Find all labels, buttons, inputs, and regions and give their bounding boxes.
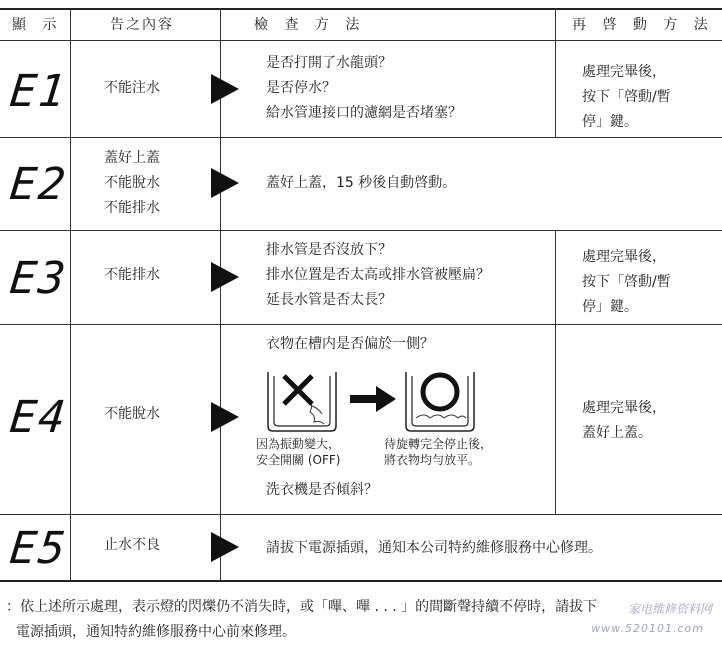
- row-divider-1: [0, 137, 722, 138]
- e1-check-line: 是否停水？: [266, 80, 336, 96]
- balanced-tub-illustration: [400, 368, 480, 434]
- row-divider-3: [0, 324, 722, 325]
- e2-arrow-icon: [211, 168, 239, 198]
- col-divider-1: [70, 8, 71, 580]
- error-code-e3: E3: [7, 253, 70, 304]
- e2-content-line: 不能排水: [104, 200, 160, 216]
- error-code-e4: E4: [7, 392, 70, 443]
- circle-mark-icon: [423, 375, 457, 409]
- error-code-e2: E2: [7, 159, 70, 210]
- caption-line: 安全開關 (OFF): [256, 453, 341, 467]
- e5-content: [104, 533, 160, 558]
- e1-check-line: 給水管連接口的濾網是否堵塞？: [266, 105, 462, 121]
- e2-check-line: 蓋好上蓋，15 秒後自動啓動。: [266, 175, 457, 191]
- caption-line: 待旋轉完全停止後，: [384, 437, 493, 451]
- e4-caption-bad: [256, 436, 340, 468]
- e1-check: [266, 51, 462, 126]
- e1-restart: [582, 60, 671, 135]
- e3-restart: [582, 245, 671, 320]
- e3-restart-line: 處理完畢後，: [582, 249, 666, 265]
- table-bottom-border: [0, 580, 722, 582]
- e3-content: [104, 263, 160, 288]
- e4-arrow-icon: [211, 402, 239, 432]
- e5-check: [266, 536, 602, 561]
- col-divider-3a: [555, 8, 556, 137]
- e5-check-line: 請拔下電源插頭，通知本公司特約維修服務中心修理。: [266, 540, 602, 556]
- e4-content-line: 不能脫水: [104, 406, 160, 422]
- table-top-border: [0, 8, 722, 10]
- e1-restart-line: 停」鍵。: [582, 114, 638, 130]
- caption-line: 將衣物均勻放平。: [384, 453, 481, 467]
- header-divider: [0, 40, 722, 41]
- e4-restart-line: 蓋好上蓋。: [582, 425, 652, 441]
- unbalanced-tub-illustration: [262, 368, 342, 434]
- e3-check-line: 延長水管是否太長？: [266, 292, 392, 308]
- error-code-e1: E1: [7, 66, 70, 117]
- e4-check-bottom: 洗衣機是否傾斜？: [266, 482, 378, 498]
- error-code-e5: E5: [7, 523, 70, 574]
- footnote-line: ：依上述所示處理，表示燈的閃爍仍不消失時，或「嗶、嗶 . . . 」的間斷聲持續不停時，請拔下: [6, 599, 598, 615]
- e1-restart-line: 處理完畢後，: [582, 64, 666, 80]
- e3-check-line: 排水位置是否太高或排水管被壓扁？: [266, 267, 490, 283]
- col-divider-3b: [555, 230, 556, 514]
- e3-check-line: 排水管是否沒放下？: [266, 242, 392, 258]
- e4-restart: [582, 396, 666, 446]
- e2-content-line: 不能脫水: [104, 175, 160, 191]
- e4-check-top: 衣物在槽内是否偏於一側？: [266, 336, 434, 352]
- header-display: 顯 示: [12, 17, 63, 33]
- row-divider-2: [0, 230, 722, 231]
- e3-restart-line: 按下「啓動/暫: [582, 274, 671, 290]
- right-arrow-icon: [350, 386, 396, 412]
- e3-check: [266, 238, 490, 313]
- e1-content-line: 不能注水: [104, 80, 160, 96]
- watermark-title: 家电维修资料网: [627, 602, 712, 616]
- e1-check-line: 是否打開了水龍頭？: [266, 55, 392, 71]
- caption-line: 因為振動變大，: [256, 437, 341, 451]
- e2-check: [266, 171, 456, 196]
- e5-content-line: 止水不良: [104, 537, 160, 553]
- e5-arrow-icon: [211, 532, 239, 562]
- watermark-url: www.520101.com: [591, 622, 704, 635]
- e4-caption-good: [384, 436, 492, 468]
- row-divider-4: [0, 514, 722, 515]
- header-check: 檢 查 方 法: [254, 17, 366, 33]
- header-restart: 再 啓 動 方 法: [572, 17, 714, 33]
- e4-restart-line: 處理完畢後，: [582, 400, 666, 416]
- footnote: [6, 595, 597, 645]
- e3-content-line: 不能排水: [104, 267, 160, 283]
- header-content: 告之內容: [110, 17, 174, 33]
- e1-content: [104, 76, 160, 101]
- footnote-line: 電源插頭，通知特約維修服務中心前來修理。: [16, 624, 296, 640]
- e2-content: [104, 146, 160, 221]
- e3-arrow-icon: [211, 262, 239, 292]
- e4-content: [104, 402, 160, 427]
- e2-content-line: 蓋好上蓋: [104, 150, 160, 166]
- e3-restart-line: 停」鍵。: [582, 299, 638, 315]
- e1-restart-line: 按下「啓動/暫: [582, 89, 671, 105]
- e1-arrow-icon: [211, 74, 239, 104]
